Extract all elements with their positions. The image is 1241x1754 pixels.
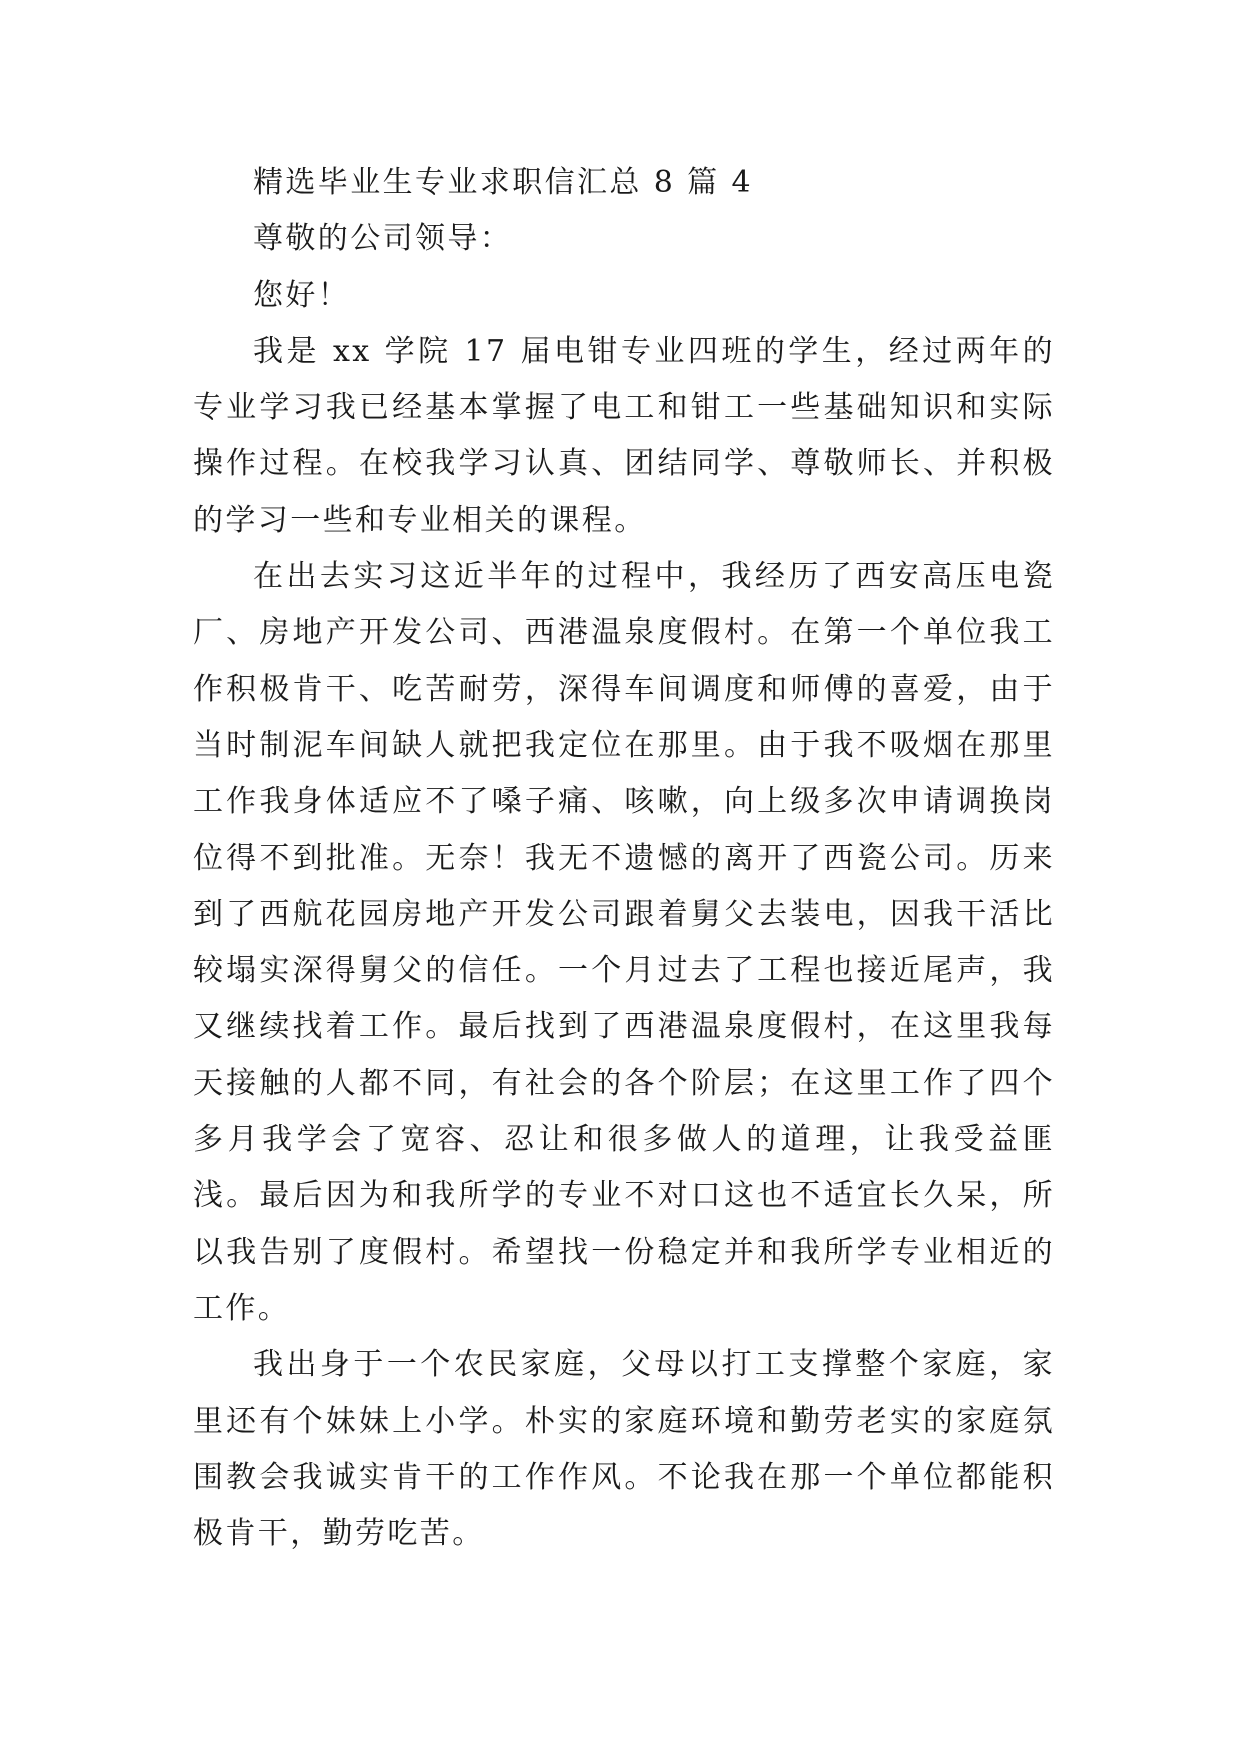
salutation: 尊敬的公司领导： bbox=[253, 221, 513, 257]
greeting: 您好！ bbox=[253, 277, 351, 313]
document-title: 精选毕业生专业求职信汇总 8 篇 4 bbox=[253, 165, 753, 200]
letter-body bbox=[193, 155, 1055, 1562]
paragraph-internship: 在出去实习这近半年的过程中，我经历了西安高压电瓷厂、房地产开发公司、西港温泉度假村。在第一个单位我工作积极肯干、吃苦耐劳，深得车间调度和师傅的喜爱，由于当时制泥车间缺人就把我定位在那里。由于我不吸烟在那里工作我身体适应不了嗓子痛、咳嗽，向上级多次申请调换岗位得不到批准。无奈！我无不遗憾的离开了西瓷公司。历来到了西航花园房地产开发公司跟着舅父去装电，因我干活比较塌实深得舅父的信任。一个月过去了工程也接近尾声，我又继续找着工作。最后找到了西港温泉度假村，在这里我每天接触的人都不同，有社会的各个阶层；在这里工作了四个多月我学会了宽容、忍让和很多做人的道理，让我受益匪浅。最后因为和我所学的专业不对口这也不适宜长久呆，所以我告别了度假村。希望找一份稳定并和我所学专业相近的工作。 bbox=[193, 559, 1055, 1326]
paragraph-family-background: 我出身于一个农民家庭，父母以打工支撑整个家庭，家里还有个妹妹上小学。朴实的家庭环境和勤劳老实的家庭氛围教会我诚实肯干的工作作风。不论我在那一个单位都能积极肯干，勤劳吃苦。 bbox=[193, 1347, 1055, 1552]
paragraph-introduction: 我是 xx 学院 17 届电钳专业四班的学生，经过两年的专业学习我已经基本掌握了电工和钳工一些基础知识和实际操作过程。在校我学习认真、团结同学、尊敬师长、并积极的学习一些和专业相关的课程。 bbox=[193, 333, 1055, 538]
